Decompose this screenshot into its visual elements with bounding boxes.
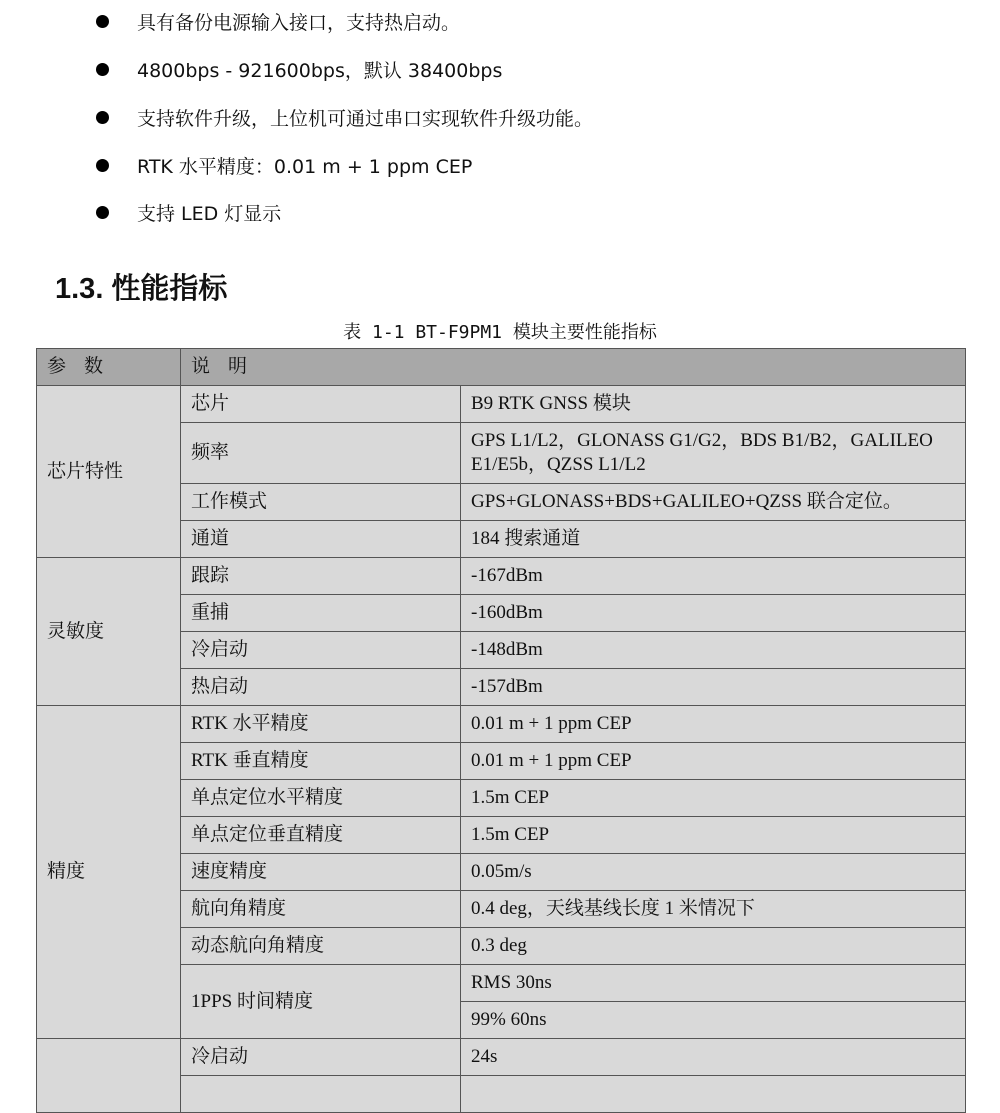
- value-cell: 0.4 deg，天线基线长度 1 米情况下: [461, 891, 966, 928]
- value-cell: 1.5m CEP: [461, 780, 966, 817]
- bullet-dot-icon: [96, 15, 109, 28]
- param-cell: 1PPS 时间精度: [181, 965, 461, 1039]
- value-cell: 0.01 m + 1 ppm CEP: [461, 706, 966, 743]
- param-cell: 工作模式: [181, 484, 461, 521]
- bullet-text: RTK 水平精度：0.01 m + 1 ppm CEP: [137, 155, 473, 178]
- value-cell: -160dBm: [461, 595, 966, 632]
- value-cell: -167dBm: [461, 558, 966, 595]
- bullet-dot-icon: [96, 206, 109, 219]
- param-cell: [181, 1076, 461, 1113]
- value-cell: 0.3 deg: [461, 928, 966, 965]
- header-description: 说 明: [181, 349, 966, 386]
- param-cell: RTK 水平精度: [181, 706, 461, 743]
- param-cell: 冷启动: [181, 1039, 461, 1076]
- group-chip-features: 芯片特性: [37, 386, 181, 558]
- param-cell: 单点定位水平精度: [181, 780, 461, 817]
- value-cell: GPS+GLONASS+BDS+GALILEO+QZSS 联合定位。: [461, 484, 966, 521]
- value-cell: 0.05m/s: [461, 854, 966, 891]
- header-parameter: 参 数: [37, 349, 181, 386]
- value-cell: GPS L1/L2，GLONASS G1/G2，BDS B1/B2，GALILEO E1/E5b，QZSS L1/L2: [461, 423, 966, 484]
- param-cell: 芯片: [181, 386, 461, 423]
- table-row: [37, 558, 966, 595]
- param-cell: 单点定位垂直精度: [181, 817, 461, 854]
- value-cell: 1.5m CEP: [461, 817, 966, 854]
- value-cell: 184 搜索通道: [461, 521, 966, 558]
- bullet-item: [96, 6, 460, 36]
- group-unlabeled: [37, 1039, 181, 1113]
- bullet-text: 4800bps - 921600bps，默认 38400bps: [137, 59, 503, 82]
- value-cell: -148dBm: [461, 632, 966, 669]
- group-accuracy: 精度: [37, 706, 181, 1039]
- bullet-item: [96, 102, 593, 132]
- section-title: 1.3. 性能指标: [55, 273, 228, 305]
- bullet-item: [96, 54, 502, 84]
- value-cell: 99% 60ns: [461, 1002, 966, 1039]
- param-cell: 速度精度: [181, 854, 461, 891]
- param-cell: 重捕: [181, 595, 461, 632]
- value-cell: RMS 30ns: [461, 965, 966, 1002]
- table-row: [37, 706, 966, 743]
- group-sensitivity: 灵敏度: [37, 558, 181, 706]
- param-cell: 热启动: [181, 669, 461, 706]
- bullet-dot-icon: [96, 159, 109, 172]
- value-cell: [461, 1076, 966, 1113]
- bullet-item: [96, 197, 281, 227]
- param-cell: 跟踪: [181, 558, 461, 595]
- param-cell: RTK 垂直精度: [181, 743, 461, 780]
- bullet-text: 具有备份电源输入接口，支持热启动。: [137, 11, 461, 34]
- param-cell: 动态航向角精度: [181, 928, 461, 965]
- table-caption: 表 1-1 BT-F9PM1 模块主要性能指标: [343, 322, 657, 343]
- bullet-text: 支持 LED 灯显示: [137, 202, 282, 225]
- value-cell: 24s: [461, 1039, 966, 1076]
- value-cell: B9 RTK GNSS 模块: [461, 386, 966, 423]
- value-cell: -157dBm: [461, 669, 966, 706]
- param-cell: 航向角精度: [181, 891, 461, 928]
- table-row: [37, 386, 966, 423]
- bullet-dot-icon: [96, 111, 109, 124]
- table-header-row: [37, 349, 966, 386]
- value-cell: 0.01 m + 1 ppm CEP: [461, 743, 966, 780]
- table-row: [37, 1039, 966, 1076]
- bullet-item: [96, 150, 472, 180]
- param-cell: 频率: [181, 423, 461, 484]
- param-cell: 冷启动: [181, 632, 461, 669]
- bullet-text: 支持软件升级，上位机可通过串口实现软件升级功能。: [137, 107, 594, 130]
- param-cell: 通道: [181, 521, 461, 558]
- performance-spec-table: [36, 348, 966, 1113]
- bullet-dot-icon: [96, 63, 109, 76]
